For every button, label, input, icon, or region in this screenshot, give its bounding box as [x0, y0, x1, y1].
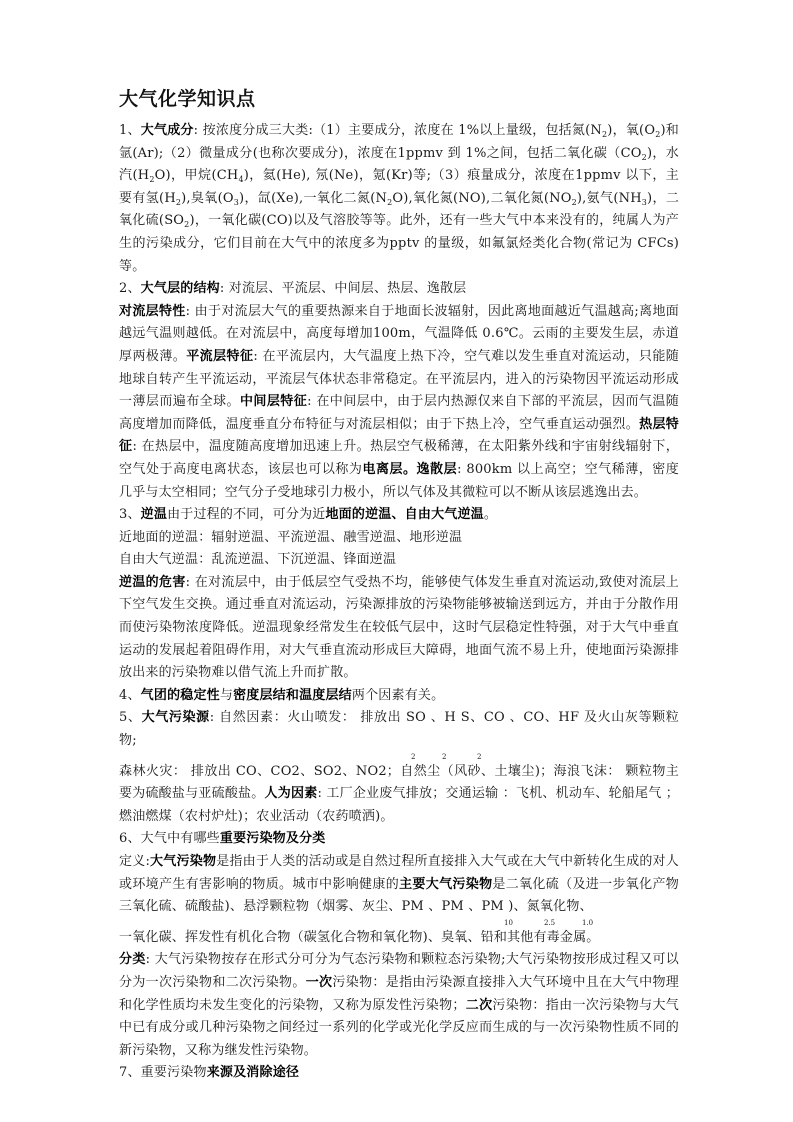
section-heading: 来源及消除途径 — [206, 1065, 300, 1081]
section-1-atmospheric-composition: 1、大气成分: 按浓度分成三大类:（1）主要成分，浓度在 1%以上量级，包括氮$(N_2)$，氧$(O_2)$和氩(Ar);（2）微量成分(也称次要成分)，浓度在1ppmv 到 1%之间，包括二氧化碳$(CO_2)$，水汽$(H_2O)$，甲烷$(CH_4)$，氦(He), 氖(Ne)，氪(Kr)等;（3）痕量成分，浓度在1ppmv 以下，主要有氢$(H_2)$,臭氧$(O_3)$，氙(Xe),一氧化二氮$(N_2O)$,氧化氮(NO),二氧化氮$(NO_2)$,氨气$(NH_3)$，二氧化硫$(SO_2)$，一氧化碳(CO)以及气溶胶等等。此外，还有一些大气中本来没有的，纯属人为产生的污染成分，它们目前在大气中的浓度多为pptv 的量级，如氟氯烃类化合物(常记为 CFCs)等。 — [119, 123, 680, 274]
section-5-continued: 森林火灾： 排放出 CO、CO2、SO2、NO2；自然尘（风砂、土壤尘)；海浪飞沫： 颗粒物主要为硫酸盐与亚硫酸盐。人为因素: 工厂企业废气排放；交通运输 ：飞机、机动车、轮船尾气 ；燃油燃煤（农村炉灶)；农业活动（农药喷洒)。 — [119, 763, 679, 824]
document-page — [119, 86, 679, 1085]
section-heading: 逆温 — [140, 507, 168, 523]
pollutant-definition: 定义:大气污染物是指由于人类的活动或是自然过程所直接排入大气或在大气中新转化生成的对人或环境产生有害影响的物质。城市中影响健康的主要大气污染物是二氧化硫（及进一步氧化产物三氧化硫、硫酸盐)、悬浮颗粒物（烟雾、灰尘、PM 、PM 、PM )、氮氧化物、 — [119, 854, 679, 915]
free-atmosphere-inversion-types: 自由大气逆温：乱流逆温、下沉逆温、锋面逆温 — [119, 552, 397, 568]
section-heading: 大气层的结构 — [140, 281, 220, 297]
page-title: 大气化学知识点 — [119, 88, 256, 110]
section-2-heading: 2、大气层的结构: 对流层、平流层、中间层、热层、逸散层 — [119, 281, 467, 297]
subscript-line: 2 2 2 — [411, 752, 482, 761]
section-heading: 气团的稳定性 — [140, 687, 220, 703]
section-5-pollution-sources: 5、大气污染源: 自然因素：火山喷发： 排放出 SO 、H S、CO 、CO、HF 及火山灰等颗粒物; — [119, 710, 679, 749]
section-7-heading: 7、重要污染物来源及消除途径 — [119, 1065, 300, 1081]
pm-subscript-line: 10 2.5 1.0 — [504, 918, 594, 927]
section-heading: 大气成分 — [140, 123, 194, 138]
inversion-harm: 逆温的危害: 在对流层中，由于低层空气受热不均，能够使气体发生垂直对流运动,致使对流层上下空气发生交换。通过垂直对流运动，污染源排放的污染物能够被输送到远方，并由于分散作用而使污染物浓度降低。逆温现象经常发生在较低气层中，这时气层稳定性特强，对于大气中垂直运动的发展起着阻碍作用，对大气垂直流动形成巨大障碍，地面气流不易上升，使地面污染源排放出来的污染物难以借气流上升而扩散。 — [119, 574, 679, 681]
section-heading: 重要污染物及分类 — [219, 831, 326, 847]
section-heading: 大气污染源 — [141, 710, 210, 726]
section-6-heading: 6、大气中有哪些重要污染物及分类 — [119, 831, 326, 847]
surface-inversion-types: 近地面的逆温：辐射逆温、平流逆温、融雪逆温、地形逆温 — [119, 529, 463, 545]
pollutant-definition-continued: 一氧化碳、挥发性有机化合物（碳氢化合物和氧化物)、臭氧、铅和其他有毒金属。 — [119, 929, 600, 945]
section-2-layer-features: 对流层特性: 由于对流层大气的重要热源来自于地面长波辐射，因此离地面越近气温越高;离地面越远气温则越低。在对流层中，高度每增加100m，气温降低 0.6℃。云雨的主要发生层，赤道厚两极薄。平流层特征: 在平流层内，大气温度上热下冷，空气难以发生垂直对流运动，只能随地球自转产生平流运动，平流层气体状态非常稳定。在平流层内，进入的污染物因平流运动形成一薄层而遍布全球。中间层特征: 在中间层中，由于层内热源仅来自下部的平流层，因而气温随高度增加而降低，温度垂直分布特征与对流层相似；由于下热上冷，空气垂直运动强烈。热层特征: 在热层中，温度随高度增加迅速上升。热层空气极稀薄，在太阳紫外线和宇宙射线辐射下，空气处于高度电离状态，该层也可以称为电离层。逸散层: 800km 以上高空；空气稀薄，密度几乎与太空相同；空气分子受地球引力极小，所以气体及其微粒可以不断从该层逃逸出去。 — [119, 303, 679, 500]
section-4-air-mass-stability: 4、气团的稳定性与密度层结和温度层结两个因素有关。 — [119, 687, 445, 703]
section-3-inversion: 3、逆温由于过程的不同，可分为近地面的逆温、自由大气逆温。 — [119, 507, 498, 523]
pollutant-classification: 分类: 大气污染物按存在形式分可分为气态污染物和颗粒态污染物;大气污染物按形成过程又可以分为一次污染物和二次污染物。一次污染物：是指由污染源直接排入大气环境中且在大气中物理和化学性质均未发生变化的污染物，又称为原发性污染物；二次污染物：指由一次污染物与大气中已有成分或几种污染物之间经过一系列的化学或光化学反应而生成的与一次污染物性质不同的新污染物，又称为继发性污染物。 — [119, 952, 680, 1058]
